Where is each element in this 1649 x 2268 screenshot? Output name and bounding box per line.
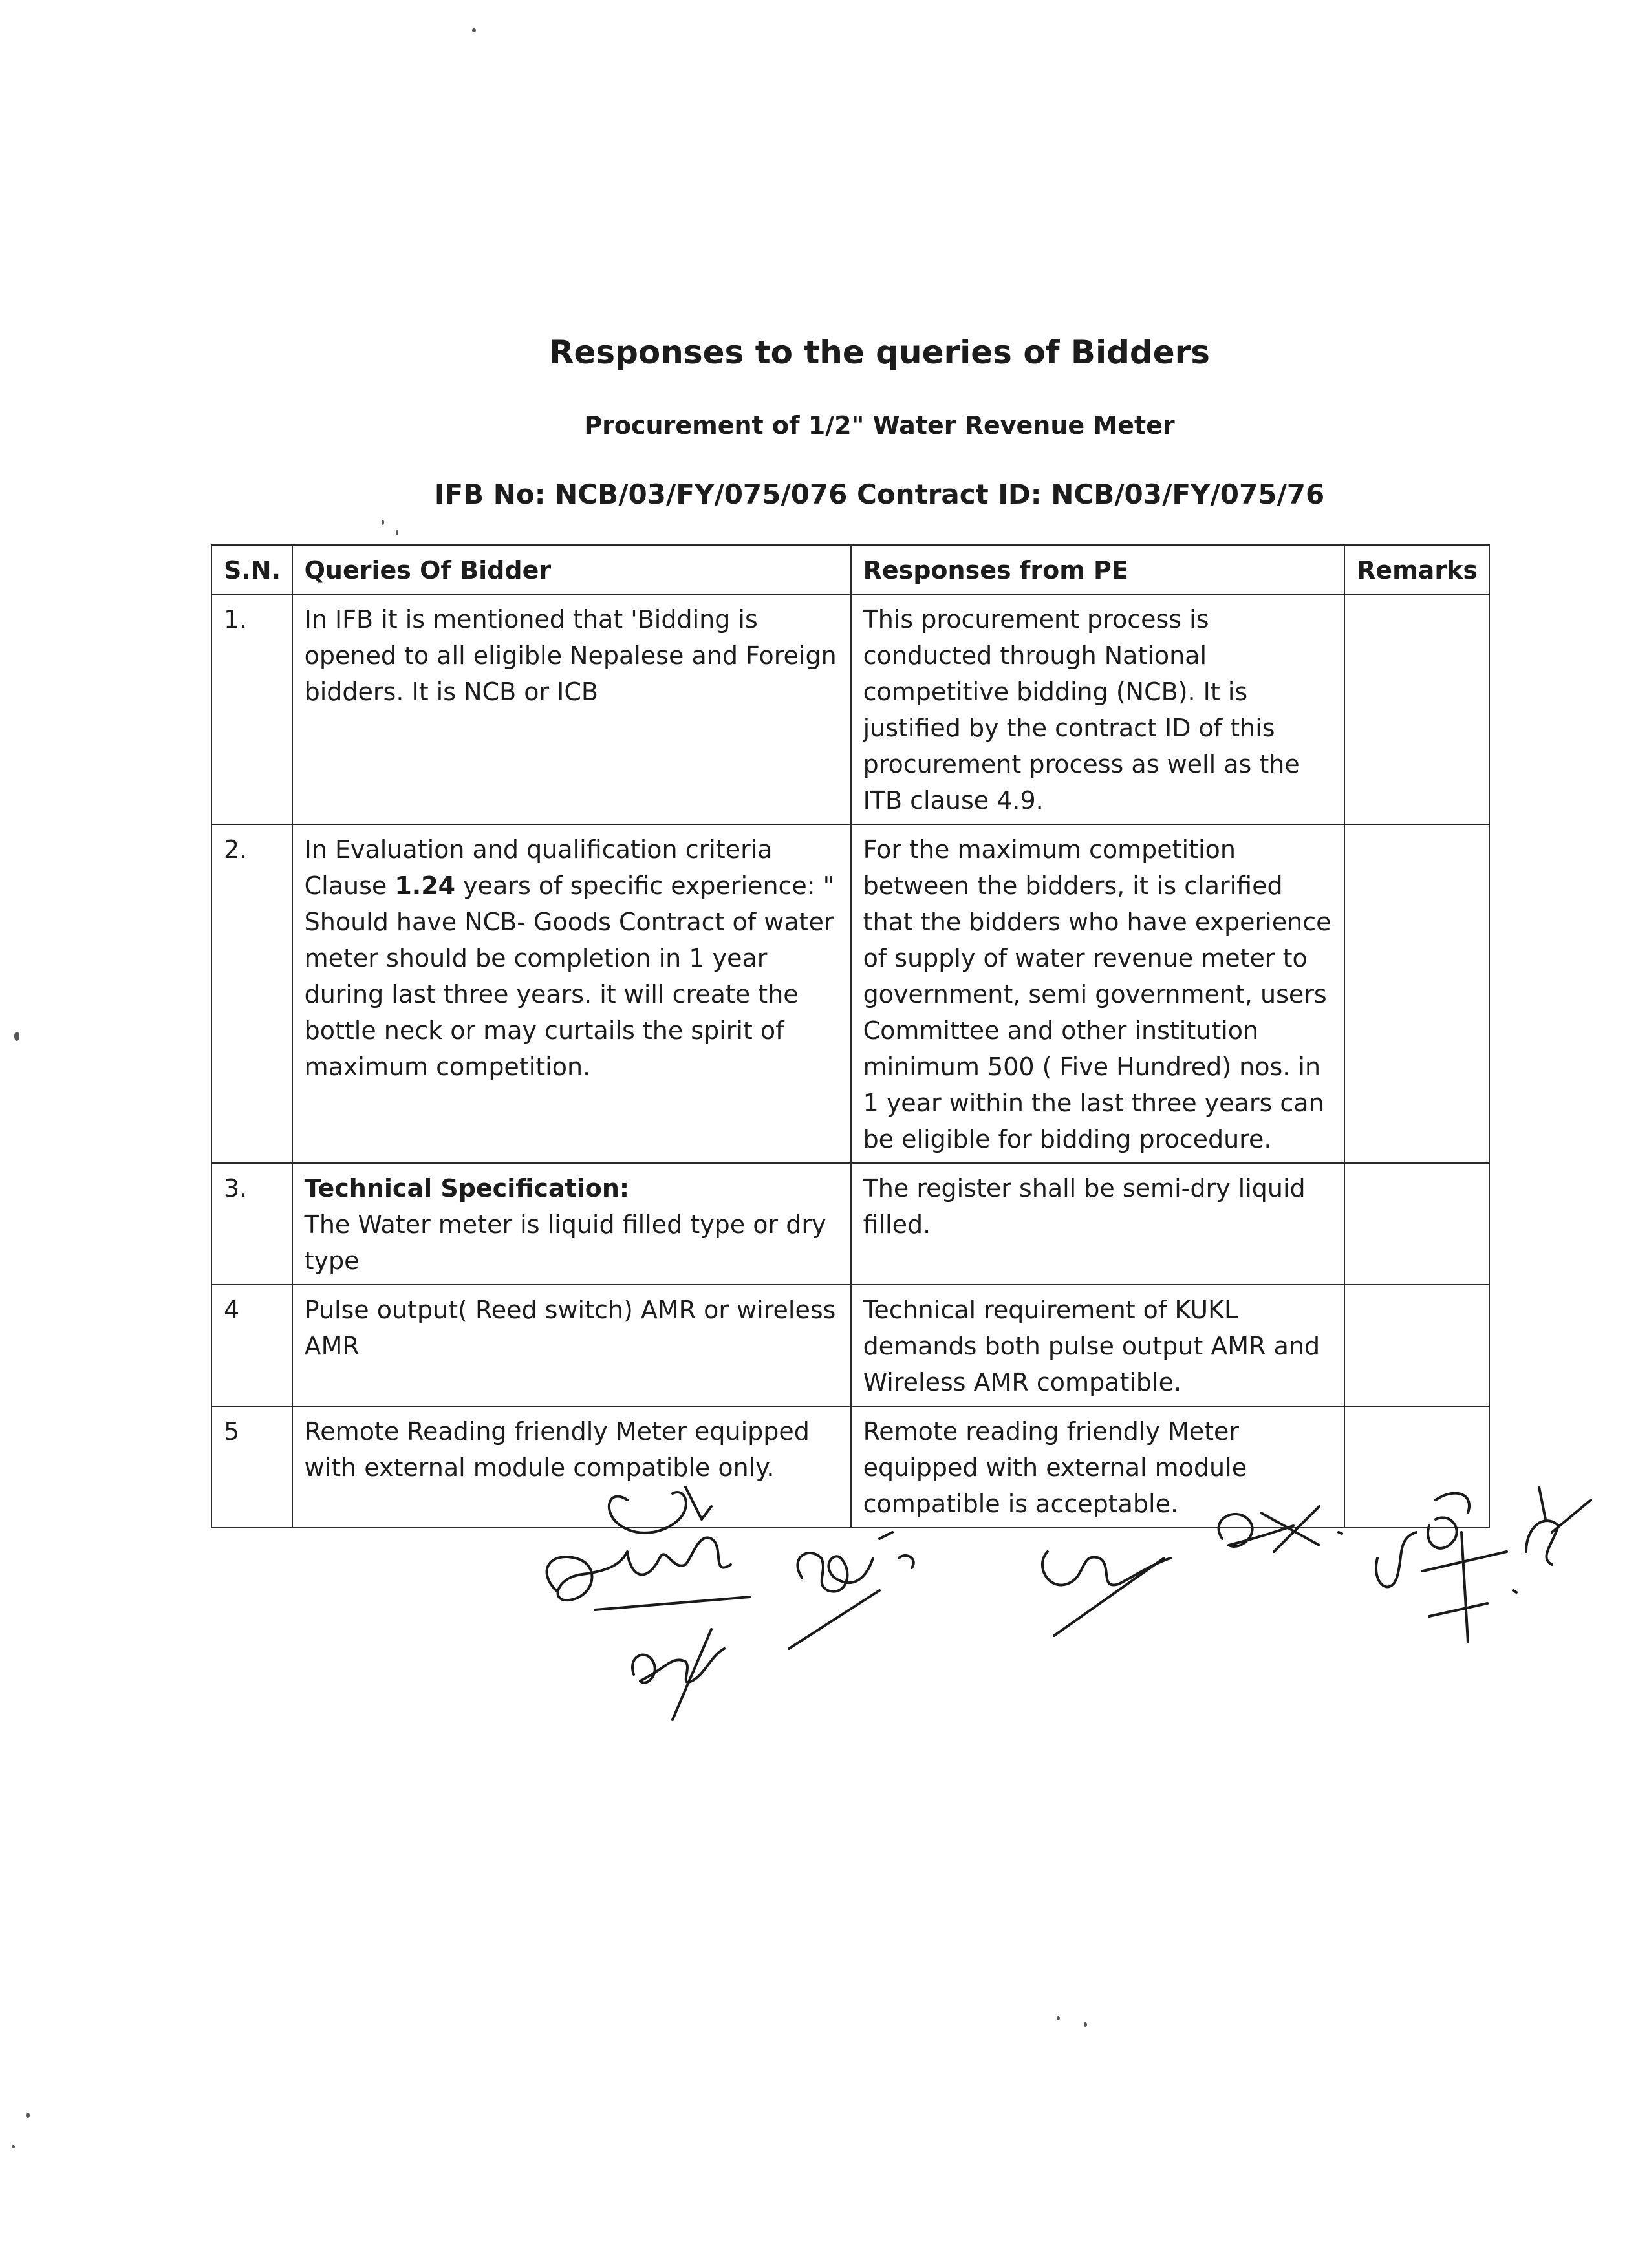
signature-1 — [547, 1487, 750, 1610]
row-response: For the maximum competition between the bidders, it is clarified that the bidders who have experience of supply of water revenue meter to government, semi government, users Committee and other institution minimum 500 ( Five Hundred) nos. in 1 year within the last three years can be eligible for bidding procedure. — [851, 824, 1344, 1163]
table-row — [211, 594, 1489, 824]
query-text: The Water meter is liquid filled type or dry type — [304, 1210, 826, 1275]
signature-4 — [1042, 1552, 1170, 1636]
signature-2 — [632, 1629, 724, 1720]
table-row — [211, 824, 1489, 1163]
column-header-responses: Responses from PE — [851, 545, 1344, 594]
table-row — [211, 1163, 1489, 1285]
query-text-post: years of specific experience: " Should have NCB- Goods Contract of water meter should be completion in 1 year during last three years. it will create the bottle neck or may curtails the spirit of maximum competition. — [304, 872, 835, 1081]
table-row — [211, 1285, 1489, 1406]
row-query: Remote Reading friendly Meter equipped with external module compatible only. — [292, 1406, 851, 1528]
row-remarks — [1344, 824, 1489, 1163]
row-sn: 4 — [211, 1285, 292, 1406]
row-sn: 1. — [211, 594, 292, 824]
page-title: Responses to the queries of Bidders — [548, 334, 1211, 371]
row-remarks — [1344, 1163, 1489, 1285]
row-sn: 5 — [211, 1406, 292, 1528]
row-query — [292, 1163, 851, 1285]
row-sn: 2. — [211, 824, 292, 1163]
query-heading: Technical Specification: — [304, 1174, 630, 1203]
query-clause-number: 1.24 — [394, 872, 456, 900]
column-header-remarks: Remarks — [1344, 545, 1489, 594]
signatures — [517, 1461, 1617, 1733]
row-response: This procurement process is conducted through National competitive bidding (NCB). It is justified by the contract ID of this procurement process as well as the ITB clause 4.9. — [851, 594, 1344, 824]
row-response: Technical requirement of KUKL demands both pulse output AMR and Wireless AMR compatible. — [851, 1285, 1344, 1406]
row-sn: 3. — [211, 1163, 292, 1285]
row-query: Pulse output( Reed switch) AMR or wireless AMR — [292, 1285, 851, 1406]
table-header-row — [211, 545, 1489, 594]
column-header-sn: S.N. — [211, 545, 292, 594]
column-header-queries: Queries Of Bidder — [292, 545, 851, 594]
row-response: The register shall be semi-dry liquid filled. — [851, 1163, 1344, 1285]
row-remarks — [1344, 1285, 1489, 1406]
row-remarks — [1344, 594, 1489, 824]
signature-3 — [789, 1532, 914, 1649]
page-subtitle: Procurement of 1/2" Water Revenue Meter — [584, 411, 1175, 440]
row-response: Remote reading friendly Meter equipped with external module compatible is acceptable. — [851, 1406, 1344, 1528]
ifb-contract-ids: IFB No: NCB/03/FY/075/076 Contract ID: NCB/03/FY/075/76 — [434, 478, 1325, 510]
row-query — [292, 824, 851, 1163]
signature-6 — [1376, 1487, 1591, 1642]
query-text-pre: In Evaluation and qualification criteria Clause — [304, 835, 773, 900]
queries-table — [211, 544, 1490, 1528]
signature-5 — [1219, 1506, 1342, 1552]
row-query: In IFB it is mentioned that 'Bidding is opened to all eligible Nepalese and Foreign bidders. It is NCB or ICB — [292, 594, 851, 824]
